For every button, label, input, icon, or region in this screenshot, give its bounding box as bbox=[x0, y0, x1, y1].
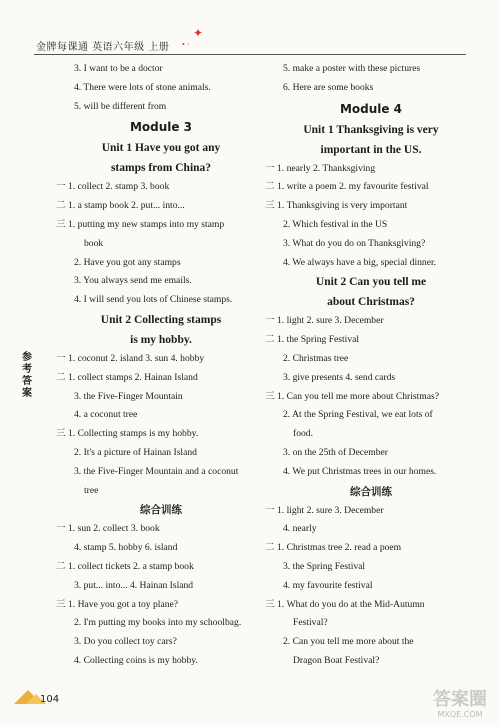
section-heading: stamps from China? bbox=[110, 162, 212, 175]
section-heading: Module 3 bbox=[129, 120, 193, 135]
section-heading: is my hobby. bbox=[130, 333, 192, 346]
section-heading: Unit 1 Have you got any bbox=[101, 142, 221, 155]
answer-line: 一 1. light 2. sure 3. December bbox=[265, 315, 384, 327]
answer-line: book bbox=[84, 237, 104, 249]
answer-line: 4. a coconut tree bbox=[74, 409, 138, 421]
answer-line: 2. I'm putting my books into my schoolbag. bbox=[74, 617, 242, 629]
answer-line: 4. We always have a big, special dinner. bbox=[283, 256, 437, 268]
dots-decoration: • · bbox=[182, 40, 190, 49]
answer-line: tree bbox=[84, 484, 99, 496]
answer-line: 2. Which festival in the US bbox=[283, 218, 388, 230]
answer-line: 二 1. Christmas tree 2. read a poem bbox=[265, 542, 402, 554]
header-rule bbox=[34, 54, 466, 55]
answer-line: 6. Here are some books bbox=[283, 81, 374, 93]
answer-line: 3. give presents 4. send cards bbox=[283, 371, 396, 383]
answer-line: 4. Collecting coins is my hobby. bbox=[74, 654, 198, 666]
answer-line: 三 1. What do you do at the Mid-Autumn bbox=[265, 598, 425, 610]
section-heading: Unit 2 Can you tell me bbox=[315, 276, 427, 289]
answer-line: 三 1. Collecting stamps is my hobby. bbox=[56, 428, 199, 440]
page-number: 104 bbox=[40, 694, 60, 705]
section-heading: 综合训练 bbox=[140, 504, 182, 517]
answer-line: 2. It's a picture of Hainan Island bbox=[74, 446, 197, 458]
answer-line: 三 1. putting my new stamps into my stamp bbox=[56, 218, 225, 230]
answer-line: 4. my favourite festival bbox=[283, 579, 373, 591]
answer-line: 三 1. Can you tell me more about Christmas? bbox=[265, 390, 439, 402]
answer-line: 3. the Five-Finger Mountain bbox=[74, 390, 183, 402]
answer-line: 3. I want to be a doctor bbox=[74, 63, 163, 74]
answer-line: 二 1. a stamp book 2. put... into... bbox=[56, 200, 185, 212]
answer-line: 一 1. light 2. sure 3. December bbox=[265, 504, 384, 516]
answer-line: 4. stamp 5. hobby 6. island bbox=[74, 542, 178, 554]
star-icon: ✦ bbox=[193, 26, 204, 40]
answer-line: 二 1. write a poem 2. my favourite festival bbox=[265, 181, 429, 193]
answer-line: 3. Do you collect toy cars? bbox=[74, 636, 177, 648]
side-tab-answers: 参考答案 bbox=[22, 352, 32, 399]
answer-line: 4. We put Christmas trees in our homes. bbox=[283, 465, 437, 477]
answer-line: Dragon Boat Festival? bbox=[293, 654, 380, 666]
answer-line: 3. put... into... 4. Hainan Island bbox=[74, 579, 194, 591]
answer-line: food. bbox=[293, 428, 313, 440]
answer-line: 5. make a poster with these pictures bbox=[283, 63, 421, 74]
answer-line: 一 1. sun 2. collect 3. book bbox=[56, 523, 160, 535]
answer-line: Festival? bbox=[293, 617, 328, 629]
answer-line: 二 1. collect tickets 2. a stamp book bbox=[56, 560, 194, 572]
answer-line: 一 1. collect 2. stamp 3. book bbox=[56, 181, 170, 193]
answer-line: 3. What do you do on Thanksgiving? bbox=[283, 237, 426, 249]
answer-line: 3. the Five-Finger Mountain and a coconut bbox=[74, 465, 239, 477]
left-column bbox=[56, 60, 266, 671]
answer-line: 二 1. the Spring Festival bbox=[265, 334, 360, 346]
answer-line: 一 1. nearly 2. Thanksgiving bbox=[265, 162, 376, 174]
answer-line: 5. will be different from bbox=[74, 100, 167, 112]
answer-line: 3. You always send me emails. bbox=[74, 275, 192, 287]
section-heading: Unit 1 Thanksgiving is very bbox=[303, 123, 439, 136]
answer-line: 2. At the Spring Festival, we eat lots of bbox=[283, 409, 433, 421]
section-heading: Module 4 bbox=[339, 101, 403, 116]
right-column bbox=[265, 60, 477, 671]
answer-line: 3. the Spring Festival bbox=[283, 560, 366, 572]
answer-line: 2. Can you tell me more about the bbox=[283, 636, 414, 648]
answer-line: 4. There were lots of stone animals. bbox=[74, 81, 211, 93]
answer-line: 2. Christmas tree bbox=[283, 352, 349, 364]
answer-line: 3. on the 25th of December bbox=[283, 446, 388, 458]
section-heading: about Christmas? bbox=[327, 296, 415, 309]
answer-line: 2. Have you got any stamps bbox=[74, 256, 181, 268]
answer-line: 三 1. Thanksgiving is very important bbox=[265, 200, 408, 212]
answer-line: 一 1. coconut 2. island 3. sun 4. hobby bbox=[56, 352, 205, 364]
section-heading: 综合训练 bbox=[350, 485, 392, 498]
section-heading: important in the US. bbox=[320, 143, 422, 156]
book-title: 金牌每课通 英语六年级 上册 bbox=[36, 42, 170, 53]
watermark-url: MXQE.COM bbox=[437, 710, 483, 719]
answer-line: 二 1. collect stamps 2. Hainan Island bbox=[56, 371, 198, 383]
watermark-logo-text: 答案圈 bbox=[433, 689, 487, 710]
answer-line: 三 1. Have you got a toy plane? bbox=[56, 598, 179, 610]
watermark bbox=[420, 690, 500, 727]
answer-line: 4. nearly bbox=[283, 523, 317, 535]
page-header bbox=[0, 0, 500, 58]
section-heading: Unit 2 Collecting stamps bbox=[100, 313, 222, 326]
answer-line: 4. I will send you lots of Chinese stamps. bbox=[74, 294, 233, 306]
